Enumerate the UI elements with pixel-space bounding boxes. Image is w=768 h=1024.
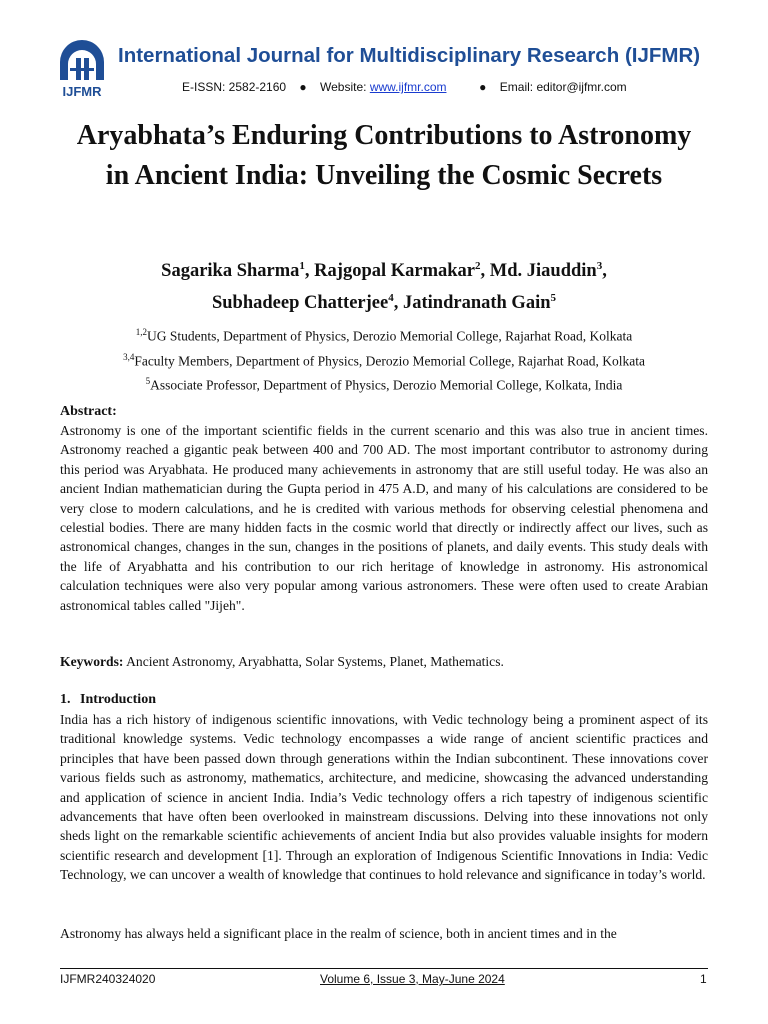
keywords <box>60 652 708 671</box>
logo-graphic <box>56 40 108 100</box>
bullet-separator: ● <box>479 80 487 94</box>
logo-text: IJFMR <box>62 84 102 99</box>
journal-name-text: International Journal for Multidisciplinary Research <box>118 44 620 67</box>
journal-info-line <box>182 80 702 94</box>
author: Subhadeep Chatterjee$^4$ <box>211 292 394 314</box>
affiliation: $^{3,4}$Faculty Members, Department of Physics, Derozio Memorial College, Rajarhat Road, Kolkata <box>123 351 645 368</box>
keywords-text: Ancient Astronomy, Aryabhatta, Solar Systems, Planet, Mathematics. <box>126 654 504 669</box>
author: Md. Jiauddin$^3$ <box>489 260 603 282</box>
footer-page-number: 1 <box>700 972 707 986</box>
author-list: Sagarika Sharma$^1$, Rajgopal Karmakar$^2$, Md. Jiauddin$^3$, Subhadeep Chatterjee$^4$, Jatindranath Gain$^5$ <box>161 260 607 314</box>
abstract-heading: Abstract: <box>60 404 117 419</box>
author: Jatindranath Gain$^5$ <box>402 292 557 314</box>
paper-title: Aryabhata’s Enduring Contributions to Astronomy in Ancient India: Unveiling the Cosmic Secrets <box>76 120 692 191</box>
intro-paragraph: India has a rich history of indigenous scientific innovations, with Vedic technology being a prominent aspect of its traditional knowledge systems. Vedic technology encompasses a wide range of ancient scientific practices and principles that have been passed down through generations within the Indian subcontinent. These innovations cover various fields such as astronomy, mathematics, architecture, and medicine, showcasing the advanced understanding and application of science in ancient India. India’s Vedic technology offers a rich tapestry of indigenous scientific advancements that have often been overlooked in mainstream discussions. Delving into these innovations not only sheds light on the remarkable scientific achievements of ancient India but also provides valuable insights for modern scientific research and development [1]. Through an exploration of Indigenous Scientific Innovations in India: Vedic Technology, we can uncover a wealth of knowledge that continues to hold relevance and significance in today’s world. <box>60 712 708 883</box>
affiliation-list <box>60 322 708 396</box>
intro-paragraph-2: Astronomy has always held a significant place in the realm of science, both in ancient times and in the <box>60 926 617 941</box>
keywords-label: Keywords: <box>60 654 124 669</box>
journal-name <box>118 44 718 68</box>
footer-volume: Volume 6, Issue 3, May-June 2024 <box>320 972 505 986</box>
website-link[interactable]: www.ijfmr.com <box>369 80 447 94</box>
website-label: Website: <box>320 80 367 94</box>
abstract-text: Astronomy is one of the important scientific fields in the current scenario and this was also true in ancient times. Astronomy reached a gigantic peak between 400 and 700 AD. The most important contributor to astronomy during this period was Aryabhata. He produced many achievements in astronomy that are still useful today. He was also an ancient Indian mathematician during the Gupta period in 475 A.D, and many of his calculations are considered to be very close to modern calculations, and he is credited with various methods for observing celestial phenomena and celestial bodies. There are many hidden facts in the cosmic world that directly or indirectly affect our lives, such as astronomical changes, changes in the sun, changes in the positions of planets, and daily events. This study deals with the life of Aryabhatta and his contribution to our rich heritage of knowledge in astronomy. His astronomical calculation techniques were also very popular among various astronomers. These were often used to create Arabian astronomical tables called "Jijeh". <box>60 423 708 613</box>
section-title: Introduction <box>80 692 156 707</box>
footer-divider <box>60 968 708 969</box>
issn: E-ISSN: 2582-2160 <box>182 80 287 94</box>
section-number: 1. <box>60 692 71 707</box>
author: Rajgopal Karmakar$^2$ <box>314 260 481 282</box>
author: Sagarika Sharma$^1$ <box>161 260 305 282</box>
affiliation: $^{1,2}$UG Students, Department of Physics, Derozio Memorial College, Rajarhat Road, Kolkata <box>135 327 633 344</box>
journal-logo <box>56 40 108 100</box>
footer-paper-id: IJFMR240324020 <box>60 972 156 986</box>
affiliation: $^5$Associate Professor, Department of Physics, Derozio Memorial College, Kolkata, India <box>145 376 623 393</box>
bullet-separator: ● <box>299 80 307 94</box>
email: Email: editor@ijfmr.com <box>499 80 627 94</box>
journal-abbr: (IJFMR) <box>624 44 701 67</box>
section-heading <box>60 690 708 709</box>
